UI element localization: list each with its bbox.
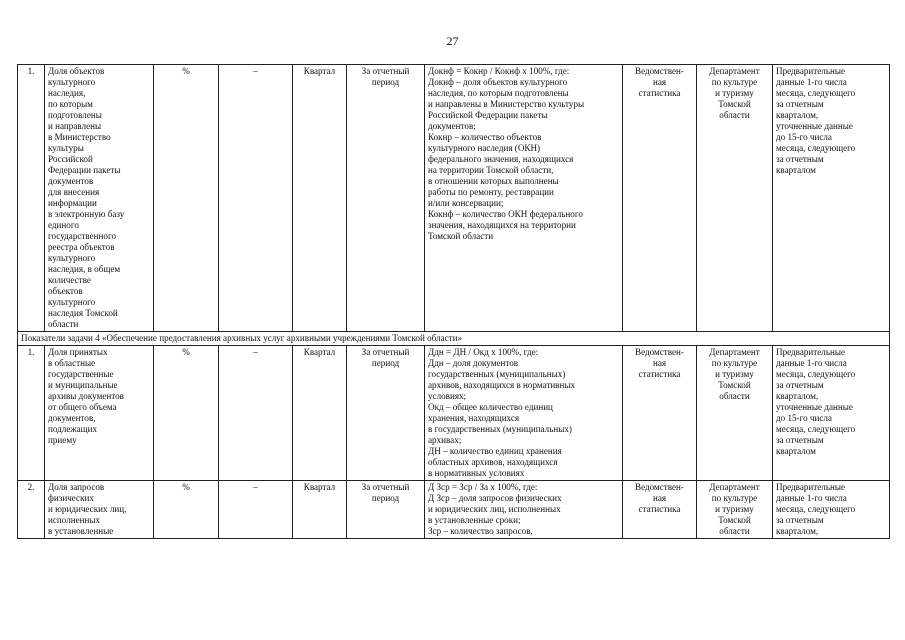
- section-header: Показатели задачи 4 «Обеспечение предоставления архивных услуг архивными учреждениями Томской области»: [18, 332, 890, 346]
- cell-text-line: в установленные: [48, 526, 114, 536]
- data-source-cell: [623, 346, 697, 481]
- indicator-name-cell: [45, 65, 154, 332]
- cell-text-line: культурного наследия (ОКН): [428, 143, 541, 153]
- cell-text-line: статистика: [638, 504, 681, 514]
- cell-text-line: исполненных: [48, 515, 101, 525]
- cell-text-line: федерального значения, находящихся: [428, 154, 574, 164]
- cell-text-line: и/или консервации;: [428, 198, 504, 208]
- cell-text-line: количестве: [48, 275, 91, 285]
- cell-text-line: месяца, следующего: [776, 424, 856, 434]
- cell-text-line: Федерации пакеты: [48, 165, 121, 175]
- cell-text-line: значения, находящихся на территории: [428, 220, 576, 230]
- table-body-task4: [18, 346, 890, 539]
- deadline-cell: [773, 346, 890, 481]
- cell-text-line: физических: [48, 493, 94, 503]
- cell-text-line: Доля запросов: [48, 482, 105, 492]
- cell-text-line: в Министерство: [48, 132, 111, 142]
- cell-text-line: и направлены в Министерство культуры: [428, 99, 585, 109]
- data-source-cell: [623, 481, 697, 539]
- cell-text-line: области: [719, 110, 750, 120]
- periodicity-cell: [293, 481, 347, 539]
- cell-text-line: Квартал: [303, 66, 336, 76]
- cell-text-line: ная: [652, 358, 667, 368]
- cell-text-line: За отчетный: [361, 482, 410, 492]
- cell-text-line: Предварительные: [776, 347, 845, 357]
- cell-text-line: культуры: [48, 143, 84, 153]
- cell-text-line: хранения, находящихся: [428, 413, 520, 423]
- cell-text-line: подлежащих: [48, 424, 98, 434]
- cell-text-line: кварталом: [776, 446, 816, 456]
- cell-text-line: государственных (муниципальных): [428, 369, 566, 379]
- cell-text-line: государственные: [48, 369, 114, 379]
- cell-text-line: по культуре: [711, 77, 758, 87]
- cell-text-line: за отчетным: [776, 154, 824, 164]
- cell-text-line: государственного: [48, 231, 116, 241]
- cell-text-line: условиях;: [428, 391, 467, 401]
- table-row: [18, 481, 890, 539]
- table-body-task3: [18, 65, 890, 332]
- cell-text-line: ная: [652, 493, 667, 503]
- deadline-cell: [773, 65, 890, 332]
- formula-cell: [425, 481, 623, 539]
- cell-text-line: Квартал: [303, 347, 336, 357]
- formula-cell: [425, 65, 623, 332]
- table-row: [18, 346, 890, 481]
- cell-text-line: области: [719, 391, 750, 401]
- cell-text-line: за отчетным: [776, 435, 824, 445]
- cell-text-line: и туризму: [715, 504, 754, 514]
- cell-text-line: Д Зср = Зср / За x 100%, где:: [428, 482, 538, 492]
- cell-text-line: и туризму: [715, 88, 754, 98]
- cell-text-line: в установленные сроки;: [428, 515, 521, 525]
- cell-text-line: Томской: [718, 380, 751, 390]
- cell-text-line: наследия Томской: [48, 308, 118, 318]
- cell-text-line: Томской: [718, 515, 751, 525]
- cell-text-line: данные 1-го числа: [776, 493, 847, 503]
- cell-text-line: кварталом,: [776, 391, 819, 401]
- unit-cell: %: [154, 481, 219, 539]
- cell-text-line: наследия,: [48, 88, 86, 98]
- cell-text-line: документов: [48, 176, 94, 186]
- unit-cell: %: [154, 346, 219, 481]
- cell-text-line: и муниципальные: [48, 380, 118, 390]
- cell-text-line: архивах;: [428, 435, 462, 445]
- cell-text-line: подготовлены: [48, 110, 102, 120]
- cell-text-line: областных архивов, находящихся: [428, 457, 558, 467]
- cell-text-line: кварталом: [776, 165, 816, 175]
- cell-text-line: месяца, следующего: [776, 143, 856, 153]
- cell-text-line: период: [371, 77, 400, 87]
- cell-text-line: наследия, по которым подготовлены: [428, 88, 569, 98]
- cell-text-line: Департамент: [709, 482, 760, 492]
- cell-text-line: уточненные данные: [776, 121, 853, 131]
- cell-text-line: в областные: [48, 358, 96, 368]
- cell-text-line: культурного: [48, 253, 96, 263]
- table-body-section: [18, 332, 890, 346]
- indicator-name-cell: [45, 346, 154, 481]
- cell-text-line: объектов: [48, 286, 83, 296]
- row-number-cell: 2.: [18, 481, 45, 539]
- page-number: 27: [446, 34, 459, 48]
- cell-text-line: за отчетным: [776, 380, 824, 390]
- periodicity-cell: [293, 346, 347, 481]
- period-cell: [347, 65, 425, 332]
- cell-text-line: реестра объектов: [48, 242, 115, 252]
- cell-text-line: до 15-го числа: [776, 413, 832, 423]
- cell-text-line: архивов, находящихся в нормативных: [428, 380, 575, 390]
- cell-text-line: области: [48, 319, 79, 329]
- cell-text-line: и направлены: [48, 121, 102, 131]
- cell-text-line: Ведомствен-: [635, 66, 684, 76]
- cell-text-line: Ддн = ДН / Окд x 100%, где:: [428, 347, 539, 357]
- cell-text-line: Предварительные: [776, 482, 845, 492]
- cell-text-line: Доля принятых: [48, 347, 108, 357]
- cell-text-line: и юридических лиц, исполненных: [428, 504, 561, 514]
- deadline-cell: [773, 481, 890, 539]
- cell-text-line: Томской области: [428, 231, 494, 241]
- cell-text-line: до 15-го числа: [776, 132, 832, 142]
- responsible-cell: [697, 346, 773, 481]
- cell-text-line: Департамент: [709, 66, 760, 76]
- cell-text-line: информации: [48, 198, 97, 208]
- cell-text-line: статистика: [638, 369, 681, 379]
- cell-text-line: в нормативных условиях: [428, 468, 525, 478]
- responsible-cell: [697, 481, 773, 539]
- indicator-name-cell: [45, 481, 154, 539]
- cell-text-line: За отчетный: [361, 66, 410, 76]
- cell-text-line: ная: [652, 77, 667, 87]
- cell-text-line: по культуре: [711, 358, 758, 368]
- cell-text-line: Зср – количество запросов,: [428, 526, 533, 536]
- row-number-cell: 1.: [18, 65, 45, 332]
- cell-text-line: период: [371, 493, 400, 503]
- cell-text-line: и туризму: [715, 369, 754, 379]
- cell-text-line: и юридических лиц,: [48, 504, 127, 514]
- cell-text-line: Ддн – доля документов: [428, 358, 519, 368]
- cell-text-line: единого: [48, 220, 79, 230]
- cell-text-line: работы по ремонту, реставрации: [428, 187, 554, 197]
- base-value-cell: –: [219, 65, 293, 332]
- base-value-cell: –: [219, 481, 293, 539]
- cell-text-line: за отчетным: [776, 99, 824, 109]
- cell-text-line: Доля объектов: [48, 66, 105, 76]
- cell-text-line: области: [719, 526, 750, 536]
- cell-text-line: данные 1-го числа: [776, 77, 847, 87]
- cell-text-line: культурного: [48, 297, 96, 307]
- cell-text-line: документов;: [428, 121, 476, 131]
- cell-text-line: Докнф – доля объектов культурного: [428, 77, 568, 87]
- cell-text-line: данные 1-го числа: [776, 358, 847, 368]
- period-cell: [347, 346, 425, 481]
- cell-text-line: за отчетным: [776, 515, 824, 525]
- cell-text-line: на территории Томской области,: [428, 165, 554, 175]
- cell-text-line: кварталом,: [776, 110, 819, 120]
- responsible-cell: [697, 65, 773, 332]
- cell-text-line: статистика: [638, 88, 681, 98]
- cell-text-line: Департамент: [709, 347, 760, 357]
- unit-cell: %: [154, 65, 219, 332]
- cell-text-line: документов,: [48, 413, 96, 423]
- cell-text-line: Кокнр – количество объектов: [428, 132, 542, 142]
- cell-text-line: архивы документов: [48, 391, 124, 401]
- data-source-cell: [623, 65, 697, 332]
- cell-text-line: За отчетный: [361, 347, 410, 357]
- formula-cell: [425, 346, 623, 481]
- cell-text-line: Ведомствен-: [635, 482, 684, 492]
- cell-text-line: Квартал: [303, 482, 336, 492]
- cell-text-line: Окд – общее количество единиц: [428, 402, 553, 412]
- cell-text-line: в отношении которых выполнены: [428, 176, 559, 186]
- cell-text-line: по которым: [48, 99, 93, 109]
- cell-text-line: уточненные данные: [776, 402, 853, 412]
- cell-text-line: Томской: [718, 99, 751, 109]
- period-cell: [347, 481, 425, 539]
- cell-text-line: от общего объема: [48, 402, 117, 412]
- cell-text-line: Докнф = Кокнр / Кокнф x 100%, где:: [428, 66, 570, 76]
- cell-text-line: Кокнф – количество ОКН федерального: [428, 209, 583, 219]
- cell-text-line: период: [371, 358, 400, 368]
- cell-text-line: Предварительные: [776, 66, 845, 76]
- cell-text-line: месяца, следующего: [776, 504, 856, 514]
- cell-text-line: в государственных (муниципальных): [428, 424, 572, 434]
- periodicity-cell: [293, 65, 347, 332]
- cell-text-line: ДН – количество единиц хранения: [428, 446, 562, 456]
- base-value-cell: –: [219, 346, 293, 481]
- cell-text-line: Д Зср – доля запросов физических: [428, 493, 562, 503]
- cell-text-line: Ведомствен-: [635, 347, 684, 357]
- cell-text-line: приему: [48, 435, 77, 445]
- cell-text-line: наследия, в общем: [48, 264, 121, 274]
- cell-text-line: в электронную базу: [48, 209, 125, 219]
- table-row: [18, 65, 890, 332]
- row-number-cell: 1.: [18, 346, 45, 481]
- cell-text-line: культурного: [48, 77, 96, 87]
- indicators-table: [17, 64, 890, 539]
- cell-text-line: кварталом,: [776, 526, 819, 536]
- cell-text-line: месяца, следующего: [776, 88, 856, 98]
- section-header-row: [18, 332, 890, 346]
- cell-text-line: месяца, следующего: [776, 369, 856, 379]
- cell-text-line: Российской Федерации пакеты: [428, 110, 548, 120]
- cell-text-line: по культуре: [711, 493, 758, 503]
- cell-text-line: для внесения: [48, 187, 100, 197]
- cell-text-line: Российской: [48, 154, 93, 164]
